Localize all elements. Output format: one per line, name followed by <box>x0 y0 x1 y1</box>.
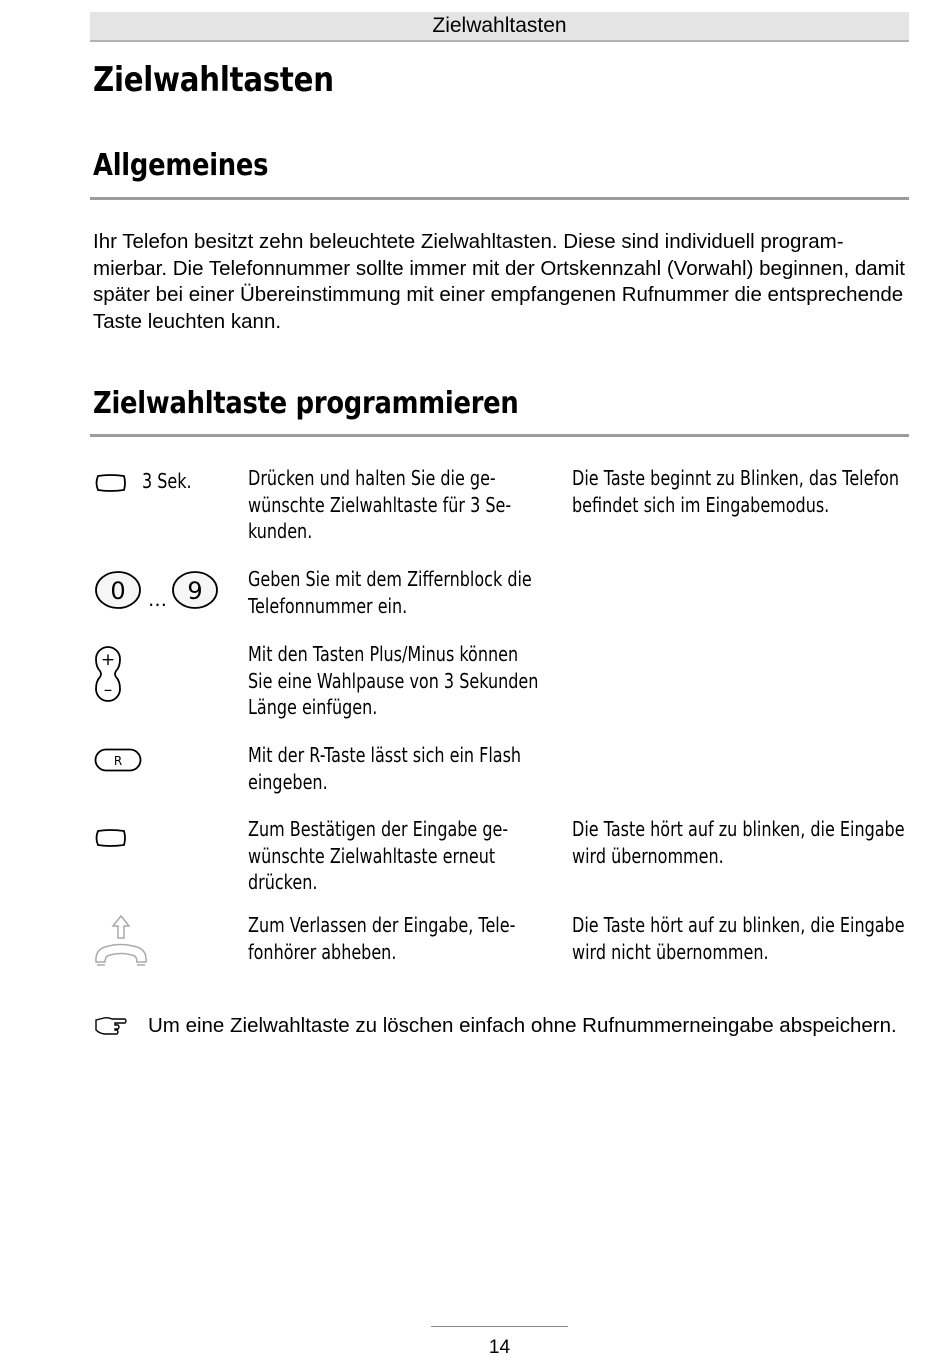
digit-key-9-label: 9 <box>187 577 203 605</box>
tip-text: Um eine Zielwahltaste zu löschen einfach ohne Rufnummerneingabe abspeichern. <box>148 1014 897 1037</box>
section-heading-general: Allgemeines <box>93 148 269 183</box>
step-4-text: Mit der R-Taste lässt sich ein Flash eingeben. <box>248 743 522 794</box>
speed-dial-key-icon <box>93 829 127 847</box>
footer-rule <box>431 1326 568 1327</box>
digit-range-ellipsis: … <box>148 589 167 611</box>
step-3-text: Mit den Tasten Plus/Minus können Sie eine Wahlpause von 3 Sekunden Länge einfügen. <box>248 642 539 719</box>
step-1-note: Die Taste beginnt zu Blinken, das Telefon befindet sich im Eingabemodus. <box>572 466 900 517</box>
running-header <box>90 12 909 42</box>
hold-duration-label: 3 Sek. <box>142 469 192 493</box>
plus-minus-keys-icon <box>93 645 123 703</box>
section-rule-program <box>90 434 909 437</box>
page-number: 14 <box>488 1337 511 1358</box>
pointing-hand-icon <box>94 1014 128 1036</box>
r-key-label: R <box>113 754 123 768</box>
section-rule-general <box>90 197 909 200</box>
running-header-title: Zielwahltasten <box>432 14 567 37</box>
step-6-note: Die Taste hört auf zu blinken, die Eingabe wird nicht übernommen. <box>572 913 905 964</box>
handset-lift-icon <box>93 914 149 968</box>
page-title: Zielwahltasten <box>93 60 334 100</box>
general-body-text: Ihr Telefon besitzt zehn beleuchtete Zielwahltasten. Diese sind individuell programmierbar. Die Telefonnummer sollte immer mit der Ortskennzahl (Vorwahl) beginnen, damit später bei einer Übereinstimmung mit einer empfangenen Rufnummer die entsprechende Taste leuchten kann. <box>93 230 905 333</box>
step-6-text: Zum Verlassen der Eingabe, Telefonhörer abheben. <box>248 913 516 964</box>
section-heading-program: Zielwahltaste programmieren <box>93 386 519 421</box>
step-1-text: Drücken und halten Sie die gewünschte Zielwahltaste für 3 Sekunden. <box>248 466 512 543</box>
step-2-text: Geben Sie mit dem Ziffernblock die Telefonnummer ein. <box>248 567 532 618</box>
step-5-text: Zum Bestätigen der Eingabe gewünschte Zielwahltaste erneut drücken. <box>248 817 509 894</box>
step-5-note: Die Taste hört auf zu blinken, die Eingabe wird übernommen. <box>572 817 905 868</box>
plus-key-label: + <box>100 650 116 670</box>
r-key-icon <box>94 748 142 772</box>
speed-dial-key-icon <box>93 474 127 492</box>
digit-key-0-label: 0 <box>110 577 126 605</box>
minus-key-label: – <box>103 680 113 700</box>
